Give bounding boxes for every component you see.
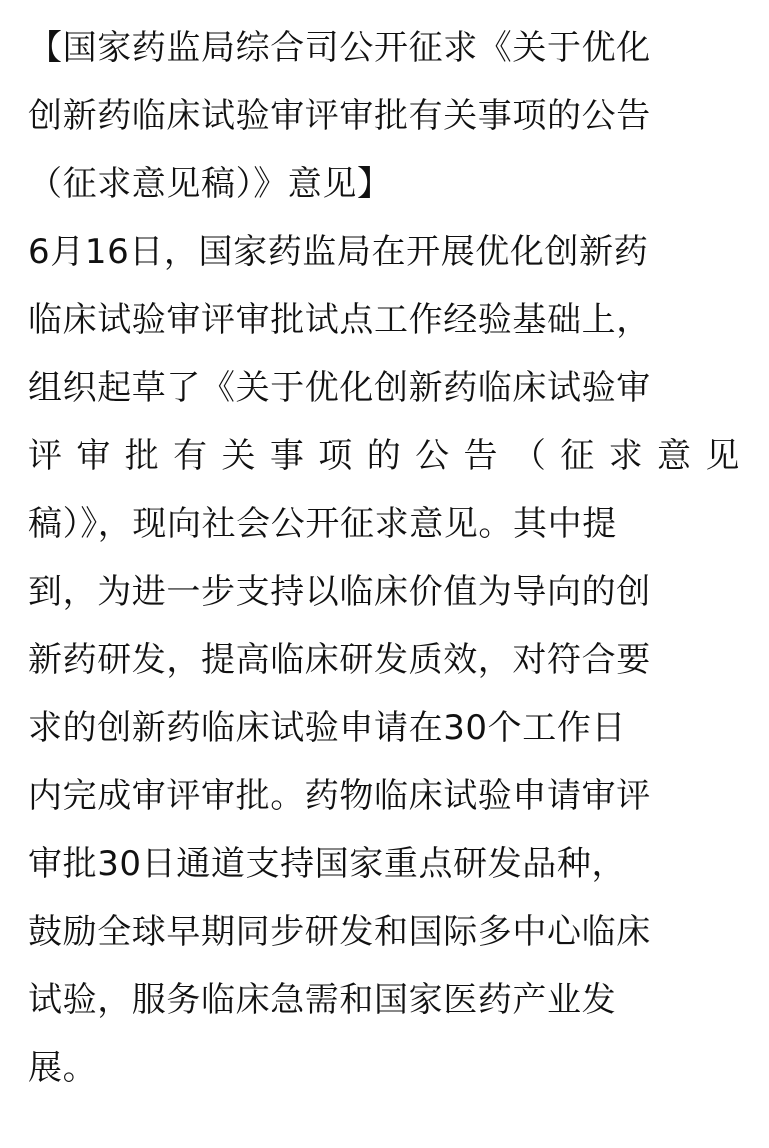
body-line-12: 试验，服务临床急需和国家医药产业发 (28, 980, 617, 1020)
body-line-9: 内完成审评审批。药物临床试验申请审评 (28, 776, 651, 816)
title-line-3: （征求意见稿）》意见】 (28, 164, 392, 204)
body-line-3: 组织起草了《关于优化创新药临床试验审 (28, 368, 651, 408)
body-line-6: 到，为进一步支持以临床价值为导向的创 (28, 572, 651, 612)
announcement-title (28, 14, 740, 218)
body-line-7: 新药研发，提高临床研发质效，对符合要 (28, 640, 651, 680)
body-line-4: 评 审 批 有 关 事 项 的 公 告 （ 征 求 意 见 (28, 436, 740, 476)
body-line-8: 求的创新药临床试验申请在30个工作日 (28, 708, 627, 748)
title-line-1: 【国家药监局综合司公开征求《关于优化 (28, 28, 651, 68)
body-line-1: 6月16日，国家药监局在开展优化创新药 (28, 232, 649, 272)
title-line-2: 创新药临床试验审评审批有关事项的公告 (28, 96, 651, 136)
body-line-11: 鼓励全球早期同步研发和国际多中心临床 (28, 912, 651, 952)
body-line-13: 展。 (28, 1048, 98, 1088)
article-body (28, 218, 740, 1102)
body-line-2: 临床试验审评审批试点工作经验基础上， (28, 300, 651, 340)
body-line-5: 稿）》，现向社会公开征求意见。其中提 (28, 504, 617, 544)
body-line-10: 审批30日通道支持国家重点研发品种， (28, 844, 627, 884)
article (28, 14, 740, 1102)
